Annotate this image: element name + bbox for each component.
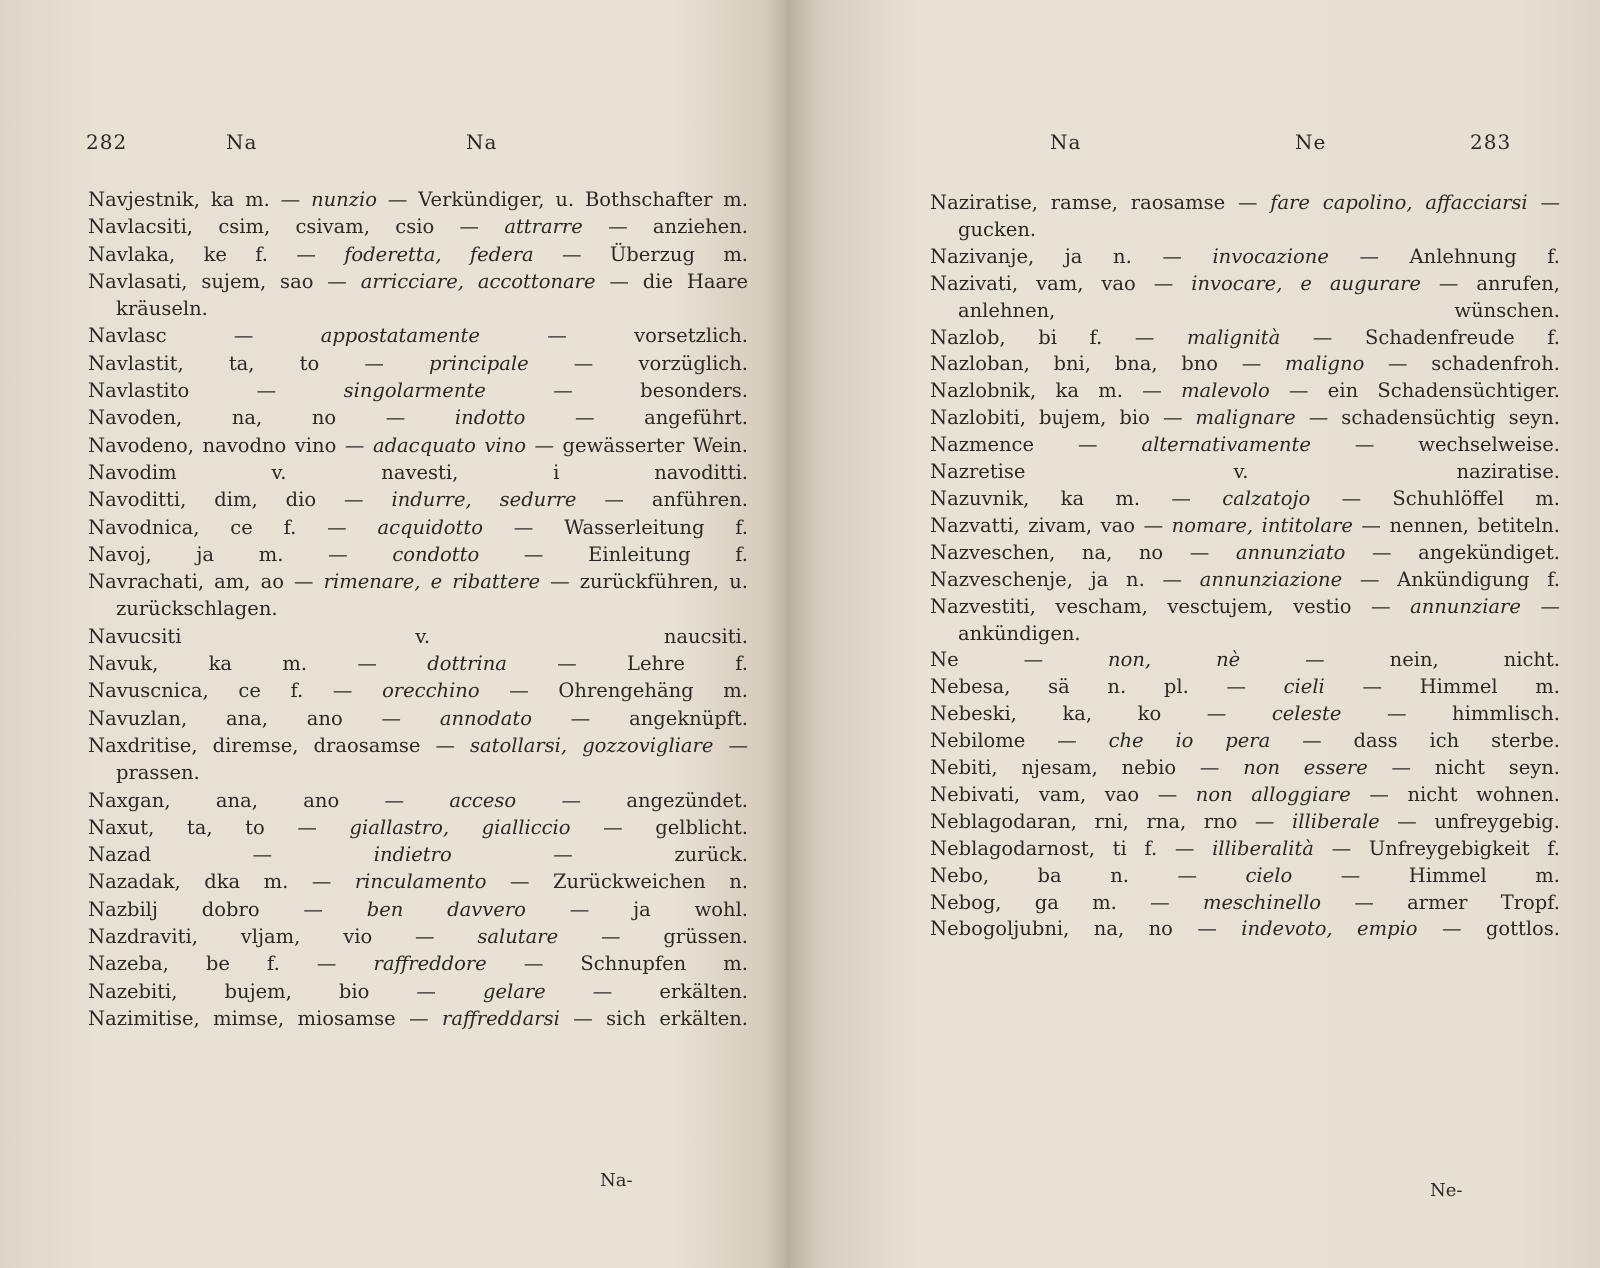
- right-running-head: [910, 130, 1530, 160]
- entry-head: Navjestnik, ka m. —: [88, 188, 312, 211]
- entry-head: Navoden, na, no —: [88, 406, 455, 430]
- head-left: Na: [1050, 130, 1082, 154]
- entry-head: Navodeno, navodno vino —: [88, 433, 373, 457]
- head-right: Ne: [1295, 130, 1327, 154]
- entry-german: — gottlos.: [1417, 917, 1561, 941]
- entry-head: Nazvestiti, vescham, vesctujem, vestio —: [930, 594, 1411, 618]
- dictionary-entry: [88, 377, 748, 404]
- page-number: 283: [1470, 130, 1512, 154]
- entry-italian: appostatamente: [320, 324, 480, 348]
- entry-german: — ja wohl.: [525, 897, 749, 921]
- entry-german: — armer Tropf.: [1321, 890, 1560, 914]
- entry-italian: giallastro, gialliccio: [349, 815, 571, 839]
- entry-head: Nebog, ga m. —: [930, 890, 1203, 914]
- entry-head: Nazveschenje, ja n. —: [930, 567, 1200, 591]
- dictionary-entry: [930, 351, 1560, 378]
- dictionary-entry: [930, 567, 1560, 594]
- entry-italian: illiberalità: [1212, 836, 1314, 860]
- left-running-head: [86, 130, 746, 160]
- entry-german: — zurück.: [451, 843, 748, 867]
- entry-german: — erkälten.: [545, 979, 748, 1003]
- entry-german: — schadensüchtig seyn.: [1295, 406, 1561, 430]
- entry-german: — Ohrengehäng m.: [479, 679, 748, 703]
- entry-italian: malevolo: [1181, 379, 1270, 403]
- dictionary-entry: [88, 432, 748, 459]
- entry-head: Navodim v. navesti, i navoditti.: [88, 460, 748, 484]
- entry-german: — Anlehnung f.: [1328, 244, 1560, 268]
- entry-italian: indevoto, empio: [1241, 917, 1418, 941]
- entry-head: Nazveschen, na, no —: [930, 540, 1236, 564]
- entry-german: — Lehre f.: [506, 652, 748, 676]
- entry-italian: cielo: [1245, 863, 1293, 887]
- entry-italian: nomare, intitolare: [1171, 513, 1353, 537]
- entry-italian: calzatojo: [1222, 486, 1311, 510]
- entry-italian: dottrina: [427, 652, 507, 676]
- dictionary-entry: [88, 950, 748, 977]
- dictionary-entry: [930, 405, 1560, 432]
- entry-head: Nebeski, ka, ko —: [930, 702, 1272, 726]
- right-entry-list: [930, 190, 1560, 943]
- entry-italian: meschinello: [1202, 890, 1322, 914]
- entry-german: — nennen, betiteln.: [1352, 513, 1561, 537]
- entry-german: — gewässerter Wein.: [525, 433, 748, 457]
- entry-head: Nazretise v. naziratise.: [930, 460, 1560, 484]
- entry-german: — ankündigen.: [958, 594, 1560, 645]
- entry-head: Navlaka, ke f. —: [88, 242, 345, 266]
- entry-german: — gucken.: [958, 191, 1560, 241]
- entry-italian: acquidotto: [377, 515, 483, 539]
- entry-german: — sich erkälten.: [559, 1006, 748, 1030]
- dictionary-entry: [88, 268, 748, 323]
- entry-german: — nein, nicht.: [1240, 648, 1561, 672]
- entry-italian: annunziare: [1410, 594, 1521, 618]
- entry-german: — angeknüpft.: [532, 706, 748, 730]
- entry-head: Nazebiti, bujem, bio —: [88, 979, 483, 1003]
- dictionary-entry: [88, 241, 748, 268]
- entry-german: — vorsetzlich.: [479, 324, 748, 348]
- entry-head: Nebo, ba n. —: [930, 863, 1246, 887]
- entry-head: Navoditti, dim, dio —: [88, 488, 392, 512]
- entry-italian: annunziazione: [1199, 567, 1343, 591]
- entry-italian: raffreddore: [373, 952, 487, 976]
- entry-italian: orecchino: [382, 679, 480, 703]
- entry-italian: satollarsi, gozzovigliare: [470, 733, 714, 757]
- entry-italian: annunziato: [1235, 540, 1346, 564]
- entry-head: Nazivati, vam, vao —: [930, 271, 1192, 295]
- entry-german: — schadenfroh.: [1364, 352, 1560, 376]
- dictionary-entry: [88, 322, 748, 349]
- entry-head: Navlasati, sujem, sao —: [88, 269, 361, 293]
- entry-german: — himmlisch.: [1341, 702, 1560, 726]
- entry-german: — prassen.: [116, 733, 749, 785]
- dictionary-entry: [88, 814, 748, 841]
- entry-german: — Verkündiger, u. Bothschafter m.: [377, 188, 748, 211]
- entry-head: Navucsiti v. naucsiti.: [88, 624, 748, 648]
- dictionary-entry: [930, 782, 1560, 809]
- dictionary-entry: [88, 186, 748, 213]
- entry-head: Ne —: [930, 648, 1109, 672]
- entry-german: — gelblicht.: [570, 815, 748, 839]
- entry-italian: ben davvero: [366, 897, 526, 921]
- dictionary-entry: [88, 514, 748, 541]
- dictionary-entry: [88, 677, 748, 704]
- entry-german: — anziehen.: [582, 215, 748, 239]
- entry-italian: condotto: [392, 542, 480, 566]
- entry-german: — zurückführen, u. zurückschlagen.: [116, 570, 748, 621]
- entry-head: Nebiti, njesam, nebio —: [930, 756, 1244, 780]
- dictionary-entry: [88, 541, 748, 568]
- dictionary-entry: [930, 809, 1560, 836]
- entry-german: — ein Schadensüchtiger.: [1269, 379, 1561, 403]
- dictionary-entry: [88, 404, 748, 431]
- dictionary-entry: [930, 271, 1560, 325]
- dictionary-entry: [88, 923, 748, 950]
- dictionary-entry: [88, 787, 748, 814]
- entry-italian: foderetta, federa: [344, 242, 534, 266]
- entry-german: — die Haare kräuseln.: [116, 269, 748, 321]
- dictionary-entry: [930, 325, 1560, 352]
- page-number: 282: [86, 130, 128, 154]
- entry-italian: arricciare, accottonare: [360, 269, 596, 293]
- entry-german: — wechselweise.: [1310, 433, 1560, 457]
- entry-head: Nazlob, bi f. —: [930, 325, 1187, 349]
- entry-head: Nazad —: [88, 843, 374, 867]
- dictionary-entry: [930, 459, 1560, 486]
- entry-head: Nazivanje, ja n. —: [930, 244, 1213, 268]
- entry-german: — angezündet.: [516, 788, 748, 812]
- entry-german: — Schnupfen m.: [486, 952, 748, 976]
- entry-italian: adacquato vino: [372, 433, 526, 457]
- dictionary-entry: [88, 705, 748, 732]
- dictionary-entry: [930, 190, 1560, 244]
- entry-head: Navlastito —: [88, 379, 344, 403]
- entry-head: Nebesa, sä n. pl. —: [930, 675, 1284, 699]
- entry-italian: non, nè: [1108, 648, 1241, 672]
- entry-italian: malignità: [1186, 325, 1281, 349]
- entry-german: — nicht wohnen.: [1350, 782, 1560, 806]
- dictionary-entry: [930, 755, 1560, 782]
- entry-italian: maligno: [1284, 352, 1365, 376]
- entry-head: Navuzlan, ana, ano —: [88, 706, 440, 730]
- entry-head: Nazeba, be f. —: [88, 952, 374, 976]
- entry-head: Naziratise, ramse, raosamse —: [930, 191, 1271, 214]
- dictionary-entry: [930, 647, 1560, 674]
- entry-italian: indotto: [454, 406, 526, 430]
- entry-german: — unfreygebig.: [1379, 809, 1560, 833]
- entry-german: — dass ich sterbe.: [1270, 729, 1560, 753]
- dictionary-entry: [88, 896, 748, 923]
- entry-german: — Einleitung f.: [479, 542, 748, 566]
- dictionary-entry: [88, 350, 748, 377]
- dictionary-entry: [88, 650, 748, 677]
- head-right: Na: [466, 130, 498, 154]
- entry-german: — angeführt.: [525, 406, 749, 430]
- dictionary-entry: [930, 594, 1560, 648]
- entry-italian: rinculamento: [354, 870, 487, 894]
- entry-italian: indietro: [373, 843, 452, 867]
- dictionary-entry: [930, 432, 1560, 459]
- entry-italian: acceso: [449, 788, 517, 812]
- dictionary-entry: [930, 916, 1560, 943]
- entry-german: — Unfreygebigkeit f.: [1313, 836, 1560, 860]
- entry-italian: gelare: [482, 979, 546, 1003]
- entry-italian: fare capolino, affacciarsi: [1270, 191, 1528, 214]
- entry-italian: cieli: [1283, 675, 1325, 699]
- entry-italian: attrarre: [504, 215, 583, 239]
- dictionary-entry: [930, 836, 1560, 863]
- entry-german: — Himmel m.: [1324, 675, 1560, 699]
- left-page: [0, 0, 790, 1268]
- dictionary-entry: [88, 868, 748, 895]
- entry-german: — Schadenfreude f.: [1280, 325, 1560, 349]
- dictionary-entry: [88, 623, 748, 650]
- entry-german: — Himmel m.: [1292, 863, 1560, 887]
- entry-head: Nazmence —: [930, 433, 1142, 457]
- entry-german: — vorzüglich.: [528, 351, 748, 375]
- entry-head: Nazlobnik, ka m. —: [930, 379, 1182, 403]
- dictionary-entry: [930, 486, 1560, 513]
- head-left: Na: [226, 130, 258, 154]
- entry-head: Naxdritise, diremse, draosamse —: [88, 733, 471, 757]
- entry-italian: nunzio: [311, 188, 377, 211]
- entry-italian: invocare, e augurare: [1191, 271, 1421, 295]
- dictionary-entry: [930, 540, 1560, 567]
- entry-head: Nazuvnik, ka m. —: [930, 486, 1223, 510]
- entry-italian: rimenare, e ribattere: [323, 570, 540, 594]
- entry-head: Nazvatti, zivam, vao —: [930, 513, 1172, 537]
- entry-head: Neblagodaran, rni, rna, rno —: [930, 809, 1292, 833]
- entry-head: Navoj, ja m. —: [88, 542, 393, 566]
- dictionary-entry: [88, 213, 748, 240]
- entry-german: — Zurückweichen n.: [486, 870, 749, 894]
- entry-german: — Überzug m.: [533, 242, 749, 266]
- entry-head: Navlasc —: [88, 324, 321, 348]
- dictionary-entry: [930, 863, 1560, 890]
- entry-italian: alternativamente: [1141, 433, 1311, 457]
- entry-italian: indurre, sedurre: [391, 488, 577, 512]
- entry-head: Nazloban, bni, bna, bno —: [930, 352, 1285, 376]
- entry-german: — Ankündigung f.: [1342, 567, 1560, 591]
- entry-head: Nebogoljubni, na, no —: [930, 917, 1242, 941]
- entry-head: Nazdraviti, vljam, vio —: [88, 925, 478, 949]
- dictionary-entry: [930, 701, 1560, 728]
- entry-head: Navodnica, ce f. —: [88, 515, 378, 539]
- dictionary-entry: [930, 378, 1560, 405]
- entry-italian: salutare: [477, 925, 559, 949]
- dictionary-entry: [88, 459, 748, 486]
- dictionary-entry: [88, 568, 748, 623]
- entry-head: Navlacsiti, csim, csivam, csio —: [88, 215, 505, 239]
- entry-german: — grüssen.: [558, 925, 748, 949]
- entry-german: — anrufen, anlehnen, wünschen.: [958, 271, 1560, 322]
- entry-head: Neblagodarnost, ti f. —: [930, 836, 1213, 860]
- entry-head: Nebivati, vam, vao —: [930, 782, 1196, 806]
- entry-head: Naxgan, ana, ano —: [88, 788, 450, 812]
- entry-italian: raffreddarsi: [442, 1006, 560, 1030]
- dictionary-entry: [88, 978, 748, 1005]
- dictionary-entry: [930, 513, 1560, 540]
- entry-head: Nazadak, dka m. —: [88, 870, 355, 894]
- entry-head: Navlastit, ta, to —: [88, 351, 429, 375]
- entry-italian: invocazione: [1212, 244, 1329, 268]
- dictionary-entry: [88, 486, 748, 513]
- entry-italian: singolarmente: [343, 379, 486, 403]
- entry-head: Nebilome —: [930, 729, 1109, 753]
- entry-german: — Wasserleitung f.: [482, 515, 748, 539]
- entry-italian: annodato: [439, 706, 532, 730]
- entry-italian: principale: [429, 351, 529, 375]
- left-entry-list: [88, 186, 748, 1032]
- entry-italian: che io pera: [1108, 729, 1271, 753]
- entry-italian: malignare: [1195, 406, 1296, 430]
- entry-head: Navuk, ka m. —: [88, 652, 428, 676]
- entry-german: — besonders.: [485, 379, 748, 403]
- entry-head: Nazlobiti, bujem, bio —: [930, 406, 1196, 430]
- entry-head: Navuscnica, ce f. —: [88, 679, 383, 703]
- dictionary-entry: [88, 1005, 748, 1032]
- catchword: Na-: [600, 1170, 633, 1191]
- entry-head: Naxut, ta, to —: [88, 815, 350, 839]
- dictionary-entry: [930, 244, 1560, 271]
- entry-italian: celeste: [1271, 702, 1342, 726]
- entry-german: — angekündiget.: [1345, 540, 1560, 564]
- entry-italian: illiberale: [1292, 809, 1380, 833]
- entry-german: — anführen.: [576, 488, 748, 512]
- entry-head: Nazbilj dobro —: [88, 897, 367, 921]
- entry-german: — nicht seyn.: [1367, 756, 1561, 780]
- entry-italian: non essere: [1243, 756, 1368, 780]
- entry-german: — Schuhlöffel m.: [1310, 486, 1560, 510]
- dictionary-entry: [930, 674, 1560, 701]
- dictionary-entry: [930, 890, 1560, 917]
- entry-head: Navrachati, am, ao —: [88, 570, 324, 594]
- entry-italian: non alloggiare: [1195, 782, 1351, 806]
- dictionary-entry: [88, 732, 748, 787]
- entry-head: Nazimitise, mimse, miosamse —: [88, 1006, 443, 1030]
- right-page: [790, 0, 1600, 1268]
- dictionary-entry: [88, 841, 748, 868]
- catchword: Ne-: [1430, 1180, 1463, 1201]
- dictionary-entry: [930, 728, 1560, 755]
